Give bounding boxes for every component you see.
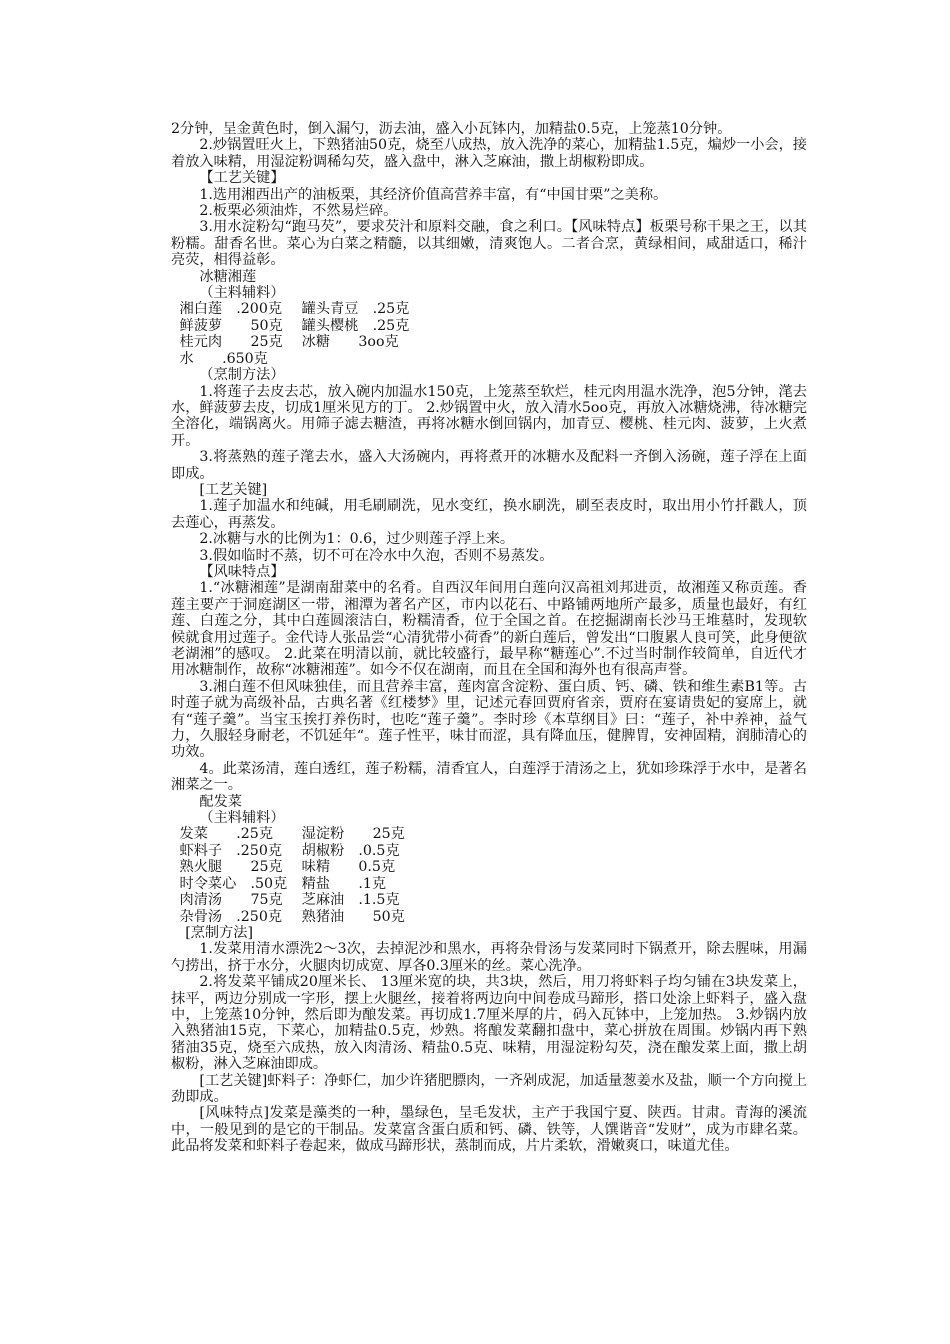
ingredient: 味精 0.5克	[301, 859, 396, 876]
ingredient-row	[171, 351, 807, 367]
ingredient: 胡椒粉 .0.5克	[301, 842, 400, 859]
section-heading: （主料辅料）	[199, 810, 285, 827]
paragraph: 2.将发菜平铺成20厘米长、 13厘米宽的块，共3块，然后，用刀将虾料子均匀铺在3块发菜上，抹平，两边分别成一字形，摆上火腿丝，接着将两边向中间卷成马蹄形，搭口处涂上虾料子，盛入盘中，上笼蒸10分钟，然后即为酿发菜。再切成1.7厘米厚的片，码入瓦钵中，上笼加热。 3.炒锅内放入熟猪油15克，下菜心，加精盐0.5克，炒熟。将酿发菜翻扣盘中，菜心拼放在周围。炒锅内再下熟猪油35克，烧至六成热，放入肉清汤、精盐0.5克、味精，用湿淀粉勾芡，浇在酿发菜上面，撒上胡椒粉，淋入芝麻油即成。	[171, 974, 807, 1073]
ingredient-row	[171, 876, 807, 892]
ingredient: 芝麻油 .1.5克	[301, 892, 400, 909]
paragraph: 3.用水淀粉勾“跑马芡”，要求芡汁和原料交融，食之利口。【风味特点】板栗号称干果之王，以其粉糯。甜香名世。菜心为白菜之精髓，以其细嫩，清爽饱人。二者合烹，黄绿相间，咸甜适口，稀汁亮荧，相得益彰。	[171, 219, 807, 269]
ingredient-row	[171, 334, 807, 350]
section-heading: 【风味特点】	[199, 563, 285, 580]
ingredient: 水 .650克	[179, 350, 268, 367]
ingredient: 罐头青豆 .25克	[301, 301, 410, 318]
ingredient-row	[171, 843, 807, 859]
ingredient-row	[171, 826, 807, 842]
section-heading: （主料辅料）	[199, 285, 285, 302]
paragraph: [工艺关键]虾料子：净虾仁，加少许猪肥膘肉，一齐剁成泥，加适量葱姜水及盐，顺一个方向搅上劲即成。	[171, 1072, 807, 1105]
ingredient: 湘白莲 .200克	[179, 301, 283, 318]
ingredient-row	[171, 909, 807, 925]
ingredient: 熟火腿 25克	[179, 859, 283, 876]
paragraph: 2.冰糖与水的比例为1：0.6，过少则莲子浮上来。	[199, 531, 515, 548]
ingredient: 罐头樱桃 .25克	[301, 317, 410, 334]
ingredient: 虾料子 .250克	[179, 842, 283, 859]
paragraph: 3.湘白莲不但风味独佳，而且营养丰富，莲肉富含淀粉、蛋白质、钙、磷、铁和维生素B1等。古时莲子就为高级补品，古典名著《红楼梦》里，记述元春回贾府省亲，贾府在宴请贵妃的宴席上，就有“莲子羹”。当宝玉挨打养伤时，也吃“莲子羹”。李时珍《本草纲目》曰：“莲子，补中养神，益气力，久服轻身耐老，不饥延年“。莲子性平，味甘而涩，具有降血压，健脾胃，安神固精，润肺清心的功效。	[171, 678, 807, 761]
ingredient: 熟猪油 50克	[301, 908, 405, 925]
paragraph: 2分钟，呈金黄色时，倒入漏勺，沥去油，盛入小瓦钵内，加精盐0.5克，上笼蒸10分钟。	[171, 121, 732, 137]
ingredient: 杂骨汤 .250克	[179, 908, 283, 925]
section-heading: 【工艺关键】	[199, 170, 285, 187]
paragraph: 3.假如临时不蒸，切不可在冷水中久泡，否则不易蒸发。	[199, 547, 554, 564]
ingredient-row	[171, 892, 807, 908]
ingredient: 时令菜心 .50克	[179, 875, 288, 892]
ingredient: 湿淀粉 25克	[301, 826, 405, 843]
ingredient: 发菜 .25克	[179, 826, 274, 843]
ingredient: 桂元肉 25克	[179, 334, 283, 351]
ingredient: 鲜菠萝 50克	[179, 317, 283, 334]
section-heading: [工艺关键]	[199, 481, 268, 498]
ingredient: 精盐 .1克	[301, 875, 387, 892]
section-heading: [烹制方法]	[185, 924, 254, 941]
paragraph: 1.将莲子去皮去芯，放入碗内加温水150克，上笼蒸至软烂，桂元肉用温水洗净，泡5分钟，滗去水，鲜菠萝去皮，切成1厘米见方的丁。 2.炒锅置中火，放入清水5oo克，再放入冰糖烧沸，待冰糖完全溶化，端锅离火。用筛子滤去糖渣，再将冰糖水倒回锅内，加青豆、樱桃、桂元肉、菠萝，上火煮开。	[171, 383, 807, 449]
paragraph: [风味特点]发菜是藻类的一种，墨绿色，呈毛发状，主产于我国宁夏、陕西。甘肃。青海的溪流中，一般见到的是它的干制品。发菜富含蛋白质和钙、磷、铁等，人馔谐音“发财”，成为市肆名菜。此品将发菜和虾料子卷起来，做成马蹄形状，蒸制而成，片片柔软，滑嫩爽口，味道尤佳。	[171, 1105, 807, 1155]
paragraph: 2.板栗必须油炸，不然易烂碎。	[199, 203, 398, 220]
paragraph: 1.发菜用清水漂洗2～3次，去掉泥沙和黑水，再将杂骨汤与发菜同时下锅煮开，除去腥味，用漏勺捞出，挤于水分，火腿肉切成宽、厚各0.3厘米的丝。菜心洗净。	[171, 941, 807, 974]
ingredient-row	[171, 859, 807, 875]
dish-title: 配发菜	[199, 793, 242, 810]
paragraph: 1.“冰糖湘莲”是湖南甜菜中的名肴。自西汉年间用白莲向汉高祖刘邦进贡，故湘莲又称贡莲。香莲主要产于洞庭湖区一带，湘潭为著名产区，市内以花石、中路铺两地所产最多，质量也最好，有红莲、白莲之分，其中白莲圆滚洁白，粉糯清香，位于全国之首。在挖掘湖南长沙马王堆墓时，发现软候就食用过莲子。金代诗人张品尝“心清犹带小荷香”的新白莲后，曾发出“口腹累人良可笑，此身便欲老湖湘”的感叹。 2.此菜在明清以前，就比较盛行，最早称“糖莲心”.不过当时制作较简单，自近代才用冰糖制作，故称“冰糖湘莲”。如今不仅在湖南，而且在全国和海外也有很高声誉。	[171, 580, 807, 679]
ingredient-row	[171, 301, 807, 317]
paragraph: 1.莲子加温水和纯碱，用毛刷刷洗，见水变红，换水刷洗，刷至表皮时，取出用小竹扦戳人，顶去莲心，再蒸发。	[171, 498, 807, 531]
paragraph: 2.炒锅置旺火上，下熟猪油50克，烧至八成热，放入洗净的菜心，加精盐1.5克，煸炒一小会，接着放入味精，用湿淀粉调稀勾芡，盛入盘中，淋入芝麻油，撒上胡椒粉即成。	[171, 137, 807, 170]
dish-title: 冰糖湘莲	[199, 268, 257, 285]
paragraph: 3.将蒸熟的莲子滗去水，盛入大汤碗内，再将煮开的冰糖水及配料一齐倒入汤碗，莲子浮在上面即成。	[171, 449, 807, 482]
ingredient: 肉清汤 75克	[179, 892, 283, 909]
ingredient	[302, 351, 430, 367]
section-heading: （烹制方法）	[199, 367, 285, 384]
paragraph: 1.选用湘西出产的油板栗，其经济价值高营养丰富，有“中国甘栗”之美称。	[199, 186, 668, 203]
ingredient-row	[171, 318, 807, 334]
document-body	[171, 121, 807, 1155]
ingredient: 冰糖 3oo克	[301, 334, 399, 351]
paragraph: 4。此菜汤清，莲白透红，莲子粉糯，清香宜人，白莲浮于清汤之上，犹如珍珠浮于水中，是著名湘菜之一。	[171, 760, 807, 794]
